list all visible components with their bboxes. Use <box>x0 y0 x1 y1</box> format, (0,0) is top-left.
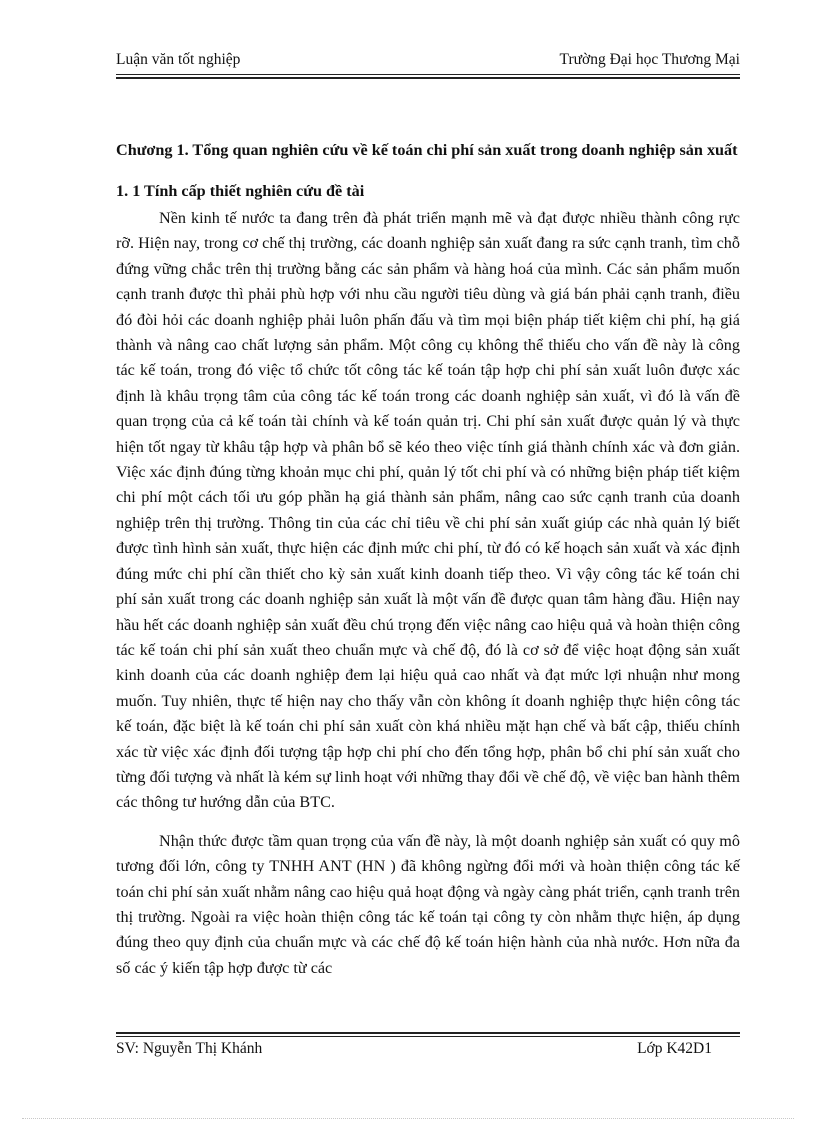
page-header <box>116 49 740 69</box>
header-rule <box>116 74 740 75</box>
page-body <box>116 138 740 994</box>
section-title: 1. 1 Tính cấp thiết nghiên cứu đề tài <box>116 182 365 200</box>
header-university-label: Trường Đại học Thương Mại <box>559 51 740 68</box>
page-edge-dotted-line <box>22 1118 794 1119</box>
footer-student-name: SV: Nguyễn Thị Khánh <box>116 1040 263 1057</box>
body-paragraph: Nền kinh tế nước ta đang trên đà phát triển mạnh mẽ và đạt được nhiều thành công rực rỡ. Hiện nay, trong cơ chế thị trường, các doanh nghiệp sản xuất đang ra sức cạnh tranh, tìm chỗ đứng vững chắc trên thị trường bằng các sản phẩm và hàng hoá của mình. Các sản phẩm muốn cạnh tranh được thì phải phù hợp với nhu cầu người tiêu dùng và giá bán phải cạnh tranh, điều đó đòi hỏi các doanh nghiệp phải luôn phấn đấu và tìm mọi biện pháp tiết kiệm chi phí, hạ giá thành và nâng cao chất lượng sản phẩm. Một công cụ không thể thiếu cho vấn đề này là công tác kế toán, trong đó việc tổ chức tốt công tác kế toán tập hợp chi phí sản xuất luôn được xác định là khâu trọng tâm của công tác kế toán trong các doanh nghiệp sản xuất, vì đó là vấn đề quan trọng của cả kế toán tài chính và kế toán quản trị. Chi phí sản xuất được quản lý và thực hiện tốt ngay từ khâu tập hợp và phân bổ sẽ kéo theo việc tính giá thành chính xác và đơn giản. Việc xác định đúng từng khoản mục chi phí, quản lý tốt chi phí và có những biện pháp tiết kiệm chi phí một cách tối ưu góp phần hạ giá thành sản phẩm, nâng cao sức cạnh tranh của doanh nghiệp trên thị trường. Thông tin của các chỉ tiêu về chi phí sản xuất giúp các nhà quản lý biết được tình hình sản xuất, thực hiện các định mức chi phí, từ đó có kế hoạch sản xuất và xác định đúng mức chi phí cần thiết cho kỳ sản xuất kinh doanh tiếp theo. Vì vậy công tác kế toán chi phí sản xuất trong các doanh nghiệp sản xuất là một vấn đề được quan tâm hàng đầu. Hiện nay hầu hết các doanh nghiệp sản xuất đều chú trọng đến việc nâng cao hiệu quả và hoàn thiện công tác kế toán chi phí sản xuất theo chuẩn mực và chế độ, đó là cơ sở để việc hoạt động sản xuất kinh doanh của các doanh nghiệp đem lại hiệu quả cao nhất và đạt mức lợi nhuận như mong muốn. Tuy nhiên, thực tế hiện nay cho thấy vẫn còn không ít doanh nghiệp thực hiện công tác kế toán, đặc biệt là kế toán chi phí sản xuất còn khá nhiều mặt hạn chế và bất cập, thiếu chính xác từ việc xác định đối tượng tập hợp chi phí cho đến tổng hợp, phân bổ chi phí sản xuất cho từng đối tượng và nhất là kém sự linh hoạt với những thay đổi về chế độ, về việc ban hành thêm các thông tư hướng dẫn của BTC. <box>116 209 740 812</box>
footer-rule <box>116 1036 740 1037</box>
header-thesis-label: Luận văn tốt nghiệp <box>116 51 241 68</box>
footer-class-label: Lớp K42D1 <box>637 1040 712 1057</box>
body-paragraph: Nhận thức được tầm quan trọng của vấn đề này, là một doanh nghiệp sản xuất có quy mô tương đối lớn, công ty TNHH ANT (HN ) đã không ngừng đổi mới và hoàn thiện công tác kế toán chi phí sản xuất nhằm nâng cao hiệu quả hoạt động và ngày càng phát triển, cạnh tranh trên thị trường. Ngoài ra việc hoàn thiện công tác kế toán tại công ty còn nhằm thực hiện, áp dụng đúng theo quy định của chuẩn mực và các chế độ kế toán hiện hành của nhà nước. Hơn nữa đa số các ý kiến tập hợp được từ các <box>116 831 740 977</box>
footer-rule-thick <box>116 1032 740 1034</box>
page-footer <box>116 1040 740 1062</box>
chapter-title: Chương 1. Tổng quan nghiên cứu về kế toán chi phí sản xuất trong doanh nghiệp sản xuất <box>116 141 738 159</box>
header-rule-thick <box>116 77 740 79</box>
